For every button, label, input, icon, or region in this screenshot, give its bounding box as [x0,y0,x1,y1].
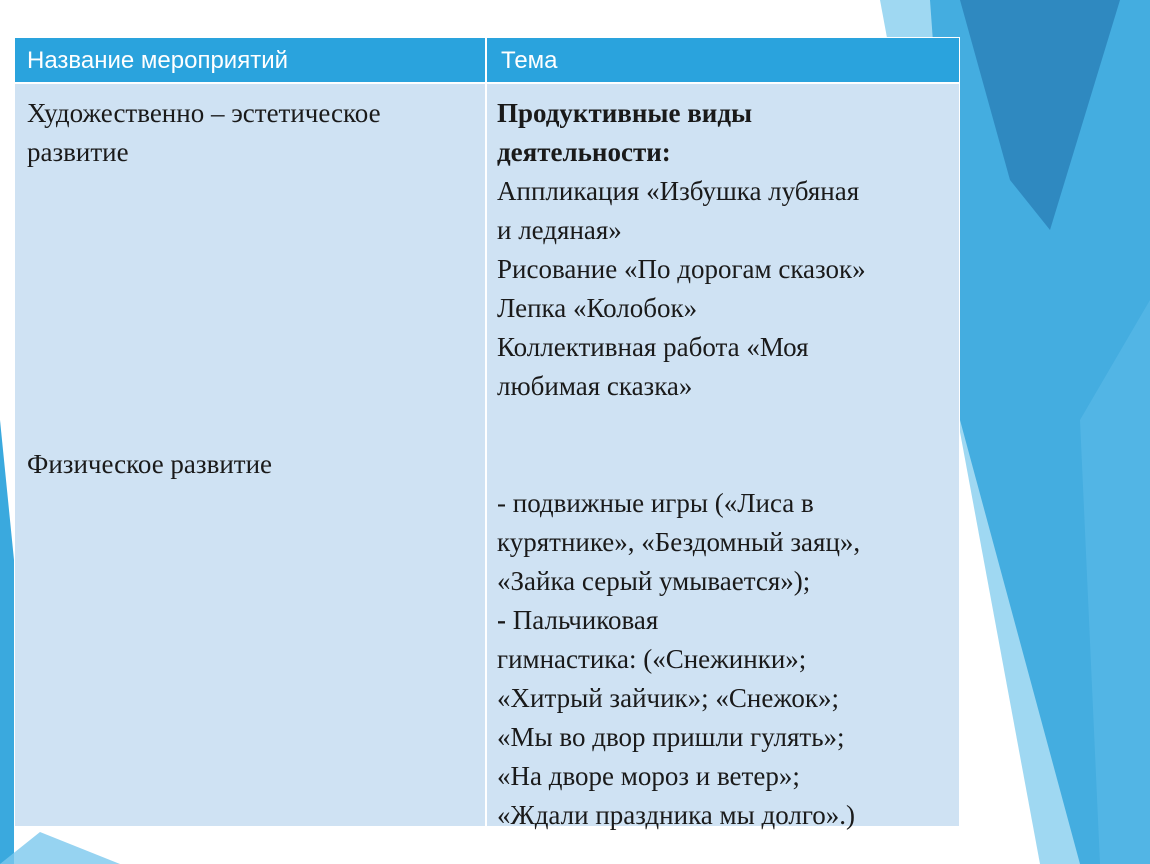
section1-line: и ледяная» [497,215,622,245]
events-table [14,37,960,830]
section2-line: курятнике», «Бездомный заяц», [497,527,861,557]
section1-line: Аппликация «Избушка лубяная [497,176,860,206]
section2-line: - подвижные игры («Лиса в [497,488,814,518]
section2-line: «Зайка серый умывается»); [497,566,811,596]
section2-line: «Хитрый зайчик»; «Снежок»; [497,683,839,713]
section1-line: Коллективная работа «Моя [497,332,809,362]
row1-event-line2: развитие [27,137,129,167]
table-header [15,38,959,84]
right-column [497,94,957,835]
header-event-name: Название мероприятий [27,47,289,74]
section1-title-line2: деятельности: [497,137,671,167]
header-topic: Тема [501,47,558,74]
row2-event: Физическое развитие [27,449,273,479]
column-divider [485,38,487,826]
section1-line: Рисование «По дорогам сказок» [497,254,866,284]
section1-title-line1: Продуктивные виды [497,98,753,128]
section1-line: Лепка «Колобок» [497,293,698,323]
bullet-text: Пальчиковая [512,605,659,635]
row1-event-line1: Художественно – эстетическое [27,98,381,128]
section2-line: гимнастика: («Снежинки»; [497,644,807,674]
section2-line: «Ждали праздника мы долго».) [497,800,855,830]
section1-line: любимая сказка» [497,371,693,401]
deco-shape-bottom [0,832,120,864]
deco-shape-left [0,420,14,864]
section2-bullet-line [497,601,957,640]
section2-line: «Мы во двор пришли гулять»; [497,722,845,752]
left-column [27,94,477,484]
bullet-dash: - [497,605,506,635]
section2-line: «На дворе мороз и ветер»; [497,761,800,791]
